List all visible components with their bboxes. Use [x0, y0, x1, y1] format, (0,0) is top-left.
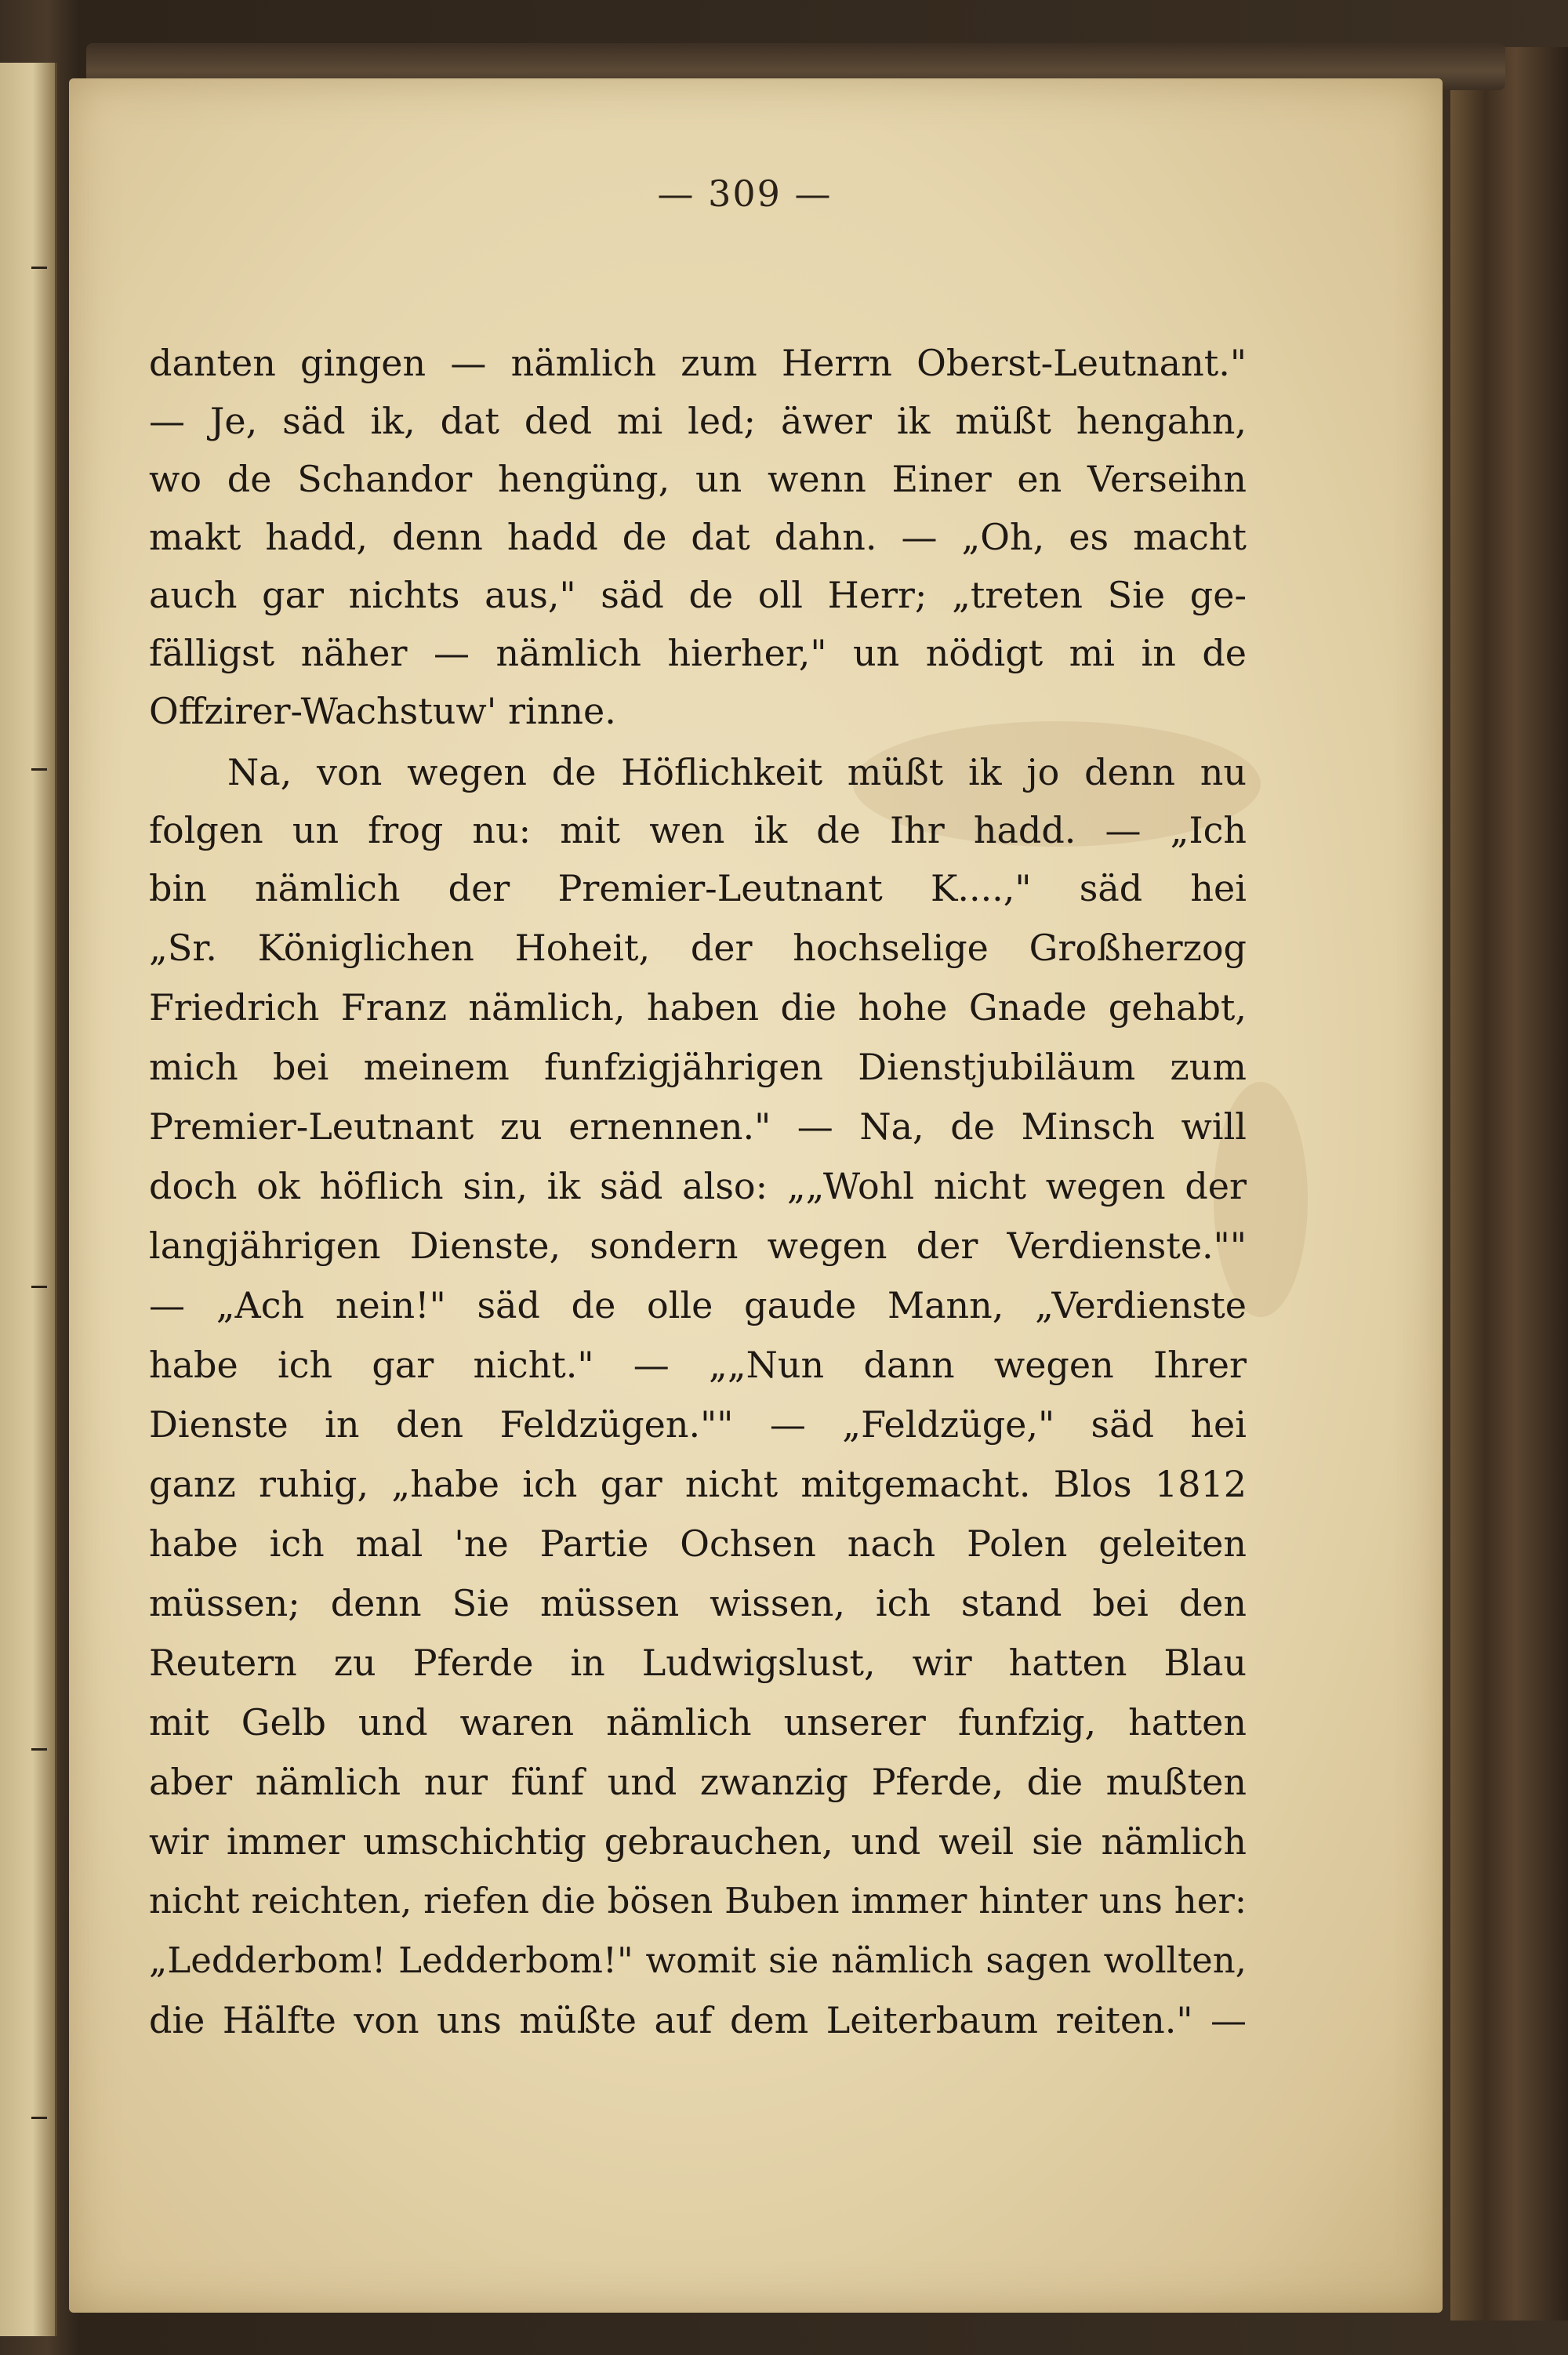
text-line: aber nämlich nur fünf und zwanzig Pferde, die mußten: [149, 1761, 1247, 1803]
text-line: habe ich mal 'ne Partie Ochsen nach Polen geleiten: [149, 1522, 1247, 1565]
text-line: langjährigen Dienste, sondern wegen der Verdienste."": [149, 1225, 1247, 1267]
text-line: doch ok höflich sin, ik säd also: „„Wohl nicht wegen der: [149, 1165, 1247, 1207]
text-line: danten gingen — nämlich zum Herrn Oberst-Leutnant.": [149, 342, 1247, 384]
text-line: Reutern zu Pferde in Ludwigslust, wir hatten Blau: [149, 1642, 1247, 1684]
text-line: Premier-Leutnant zu ernennen." — Na, de Minsch will: [149, 1105, 1247, 1148]
text-line: auch gar nichts aus," säd de oll Herr; „treten Sie ge-: [149, 574, 1247, 616]
text-line: nicht reichten, riefen die bösen Buben immer hinter uns her:: [149, 1880, 1247, 1921]
margin-mark: [31, 2117, 47, 2119]
text-line: bin nämlich der Premier-Leutnant K....," säd hei: [149, 867, 1247, 909]
text-line: „Ledderbom! Ledderbom!" womit sie nämlich sagen wollten,: [149, 1940, 1247, 1981]
book-cover-edge: [1450, 47, 1568, 2321]
text-line: wo de Schandor hengüng, un wenn Einer en Verseihn: [149, 458, 1247, 500]
text-line: „Sr. Königlichen Hoheit, der hochselige Großherzog: [149, 927, 1247, 969]
text-line: mich bei meinem funfzigjährigen Dienstjubiläum zum: [149, 1046, 1247, 1088]
text-line: makt hadd, denn hadd de dat dahn. — „Oh, es macht: [149, 516, 1247, 558]
text-line: die Hälfte von uns müßte auf dem Leiterbaum reiten." —: [149, 1999, 1247, 2041]
text-line: Friedrich Franz nämlich, haben die hohe Gnade gehabt,: [149, 986, 1247, 1029]
text-line: folgen un frog nu: mit wen ik de Ihr hadd. — „Ich: [149, 809, 1247, 851]
margin-mark: [31, 768, 47, 771]
text-line: fälligst näher — nämlich hierher," un nödigt mi in de: [149, 632, 1247, 674]
margin-mark: [31, 1286, 47, 1288]
text-line: müssen; denn Sie müssen wissen, ich stand bei den: [149, 1582, 1247, 1624]
text-line: wir immer umschichtig gebrauchen, und weil sie nämlich: [149, 1820, 1247, 1863]
text-line: Dienste in den Feldzügen."" — „Feldzüge," säd hei: [149, 1403, 1247, 1446]
margin-mark: [31, 1748, 47, 1751]
text-line: — Je, säd ik, dat ded mi led; äwer ik müßt hengahn,: [149, 400, 1247, 442]
page-number: — 309 —: [657, 172, 833, 215]
text-line: ganz ruhig, „habe ich gar nicht mitgemacht. Blos 1812: [149, 1463, 1247, 1505]
facing-page-edge: [0, 63, 57, 2336]
margin-mark: [31, 267, 47, 269]
text-line: habe ich gar nicht." — „„Nun dann wegen Ihrer: [149, 1344, 1247, 1386]
text-line: Na, von wegen de Höflichkeit müßt ik jo denn nu: [227, 751, 1247, 793]
text-line: — „Ach nein!" säd de olle gaude Mann, „Verdienste: [149, 1284, 1247, 1326]
text-line: Offzirer-Wachstuw' rinne.: [149, 690, 616, 732]
text-line: mit Gelb und waren nämlich unserer funfzig, hatten: [149, 1701, 1247, 1744]
